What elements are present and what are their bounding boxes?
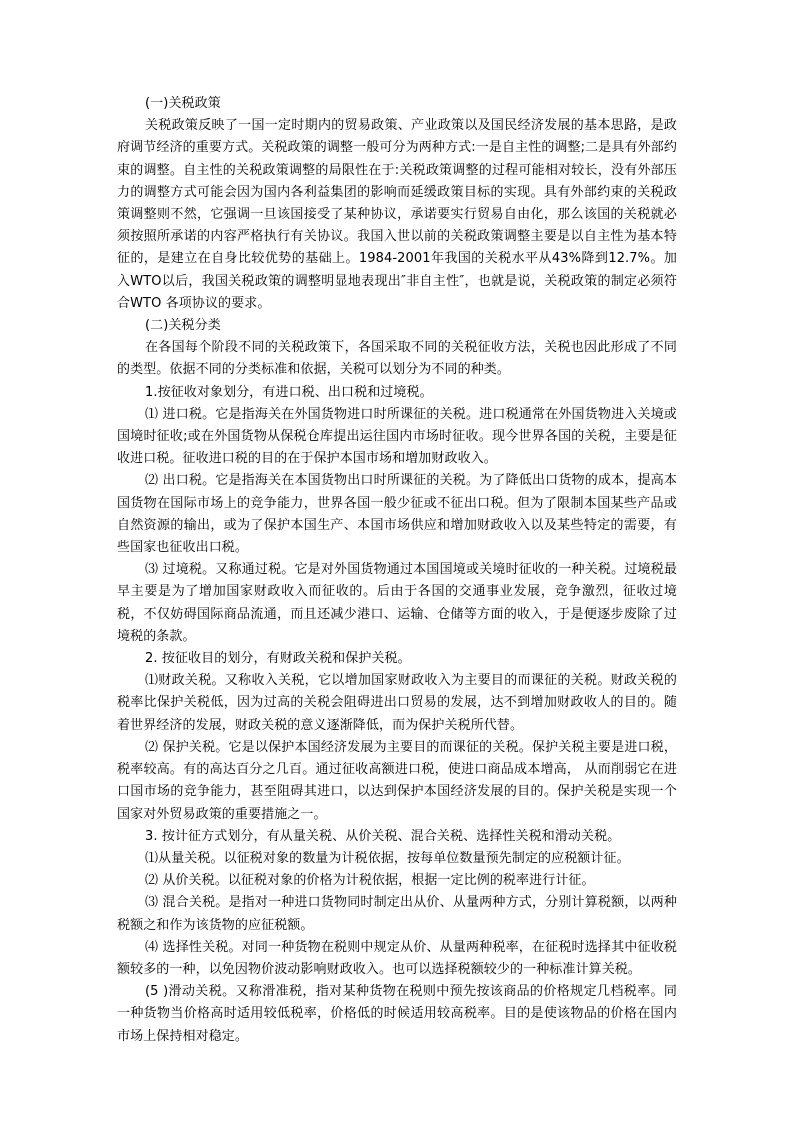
paragraph-revenue-tariff: ⑴财政关税。又称收入关税，它以增加国家财政收入为主要目的而课征的关税。财政关税的税率比保护关税低，因为过高的关税会阻碍进出口贸易的发展，达不到增加财政收人的目的。随着世界经济的发展，财政关税的意义逐渐降低，而为保护关税所代替。 xyxy=(117,673,677,733)
paragraph-transit-tax: ⑶ 过境税。又称通过税。它是对外国货物通过本国国境或关境时征收的一种关税。过境税最早主要是为了增加国家财政收入而征收的。后由于各国的交通事业发展，竞争激烈，征收过境税，不仅妨碍国际商品流通，而且还减少港口、运输、仓储等方面的收入，于是便逐步废除了过境税的条款。 xyxy=(117,562,677,644)
paragraph-ad-valorem-duty: ⑵ 从价关税。以征税对象的价格为计税依据，根据一定比例的税率进行计征。 xyxy=(145,873,595,889)
paragraph-tariff-policy: 关税政策反映了一国一定时期内的贸易政策、产业政策以及国民经济发展的基本思路，是政府调节经济的重要方式。关税政策的调整一般可分为两种方式:一是自主性的调整;二是具有外部约束的调整。自主性的关税政策调整的局限性在于:关税政策调整的过程可能相对较长，没有外部压力的调整方式可能会因为国内各利益集团的影响而延缓政策目标的实现。具有外部约束的关税政策调整则不然，它强调一旦该国接受了某种协议，承诺要实行贸易自由化，那么该国的关税就必须按照所承诺的内容严格执行有关协议。我国入世以前的关税政策调整主要是以自主性为基本特征的，是建立在自身比较优势的基础上。1984-2001年我国的关税水平从43%降到12.7%。加入WTO以后，我国关税政策的调整明显地表现出″非自主性″，也就是说，关税政策的制定必须符合WTO 各项协议的要求。 xyxy=(117,118,677,311)
paragraph-compound-duty: ⑶ 混合关税。是指对一种进口货物同时制定出从价、从量两种方式，分别计算税额，以两种税额之和作为该货物的应征税额。 xyxy=(117,895,677,933)
section-heading-tariff-classification: (二)关税分类 xyxy=(145,318,221,334)
paragraph-protective-tariff: ⑵ 保护关税。它是以保护本国经济发展为主要目的而课征的关税。保护关税主要是进口税，税率较高。有的高达百分之几百。通过征收高额进口税，使进口商品成本增高， 从而削弱它在进口国市场的竞争能力，甚至阻碍其进口，以达到保护本国经济发展的目的。保护关税是实现一个国家对外贸易政策的重要措施之一。 xyxy=(117,739,677,822)
list-heading-by-method: 3. 按计征方式划分，有从量关税、从价关税、混合关税、选择性关税和滑动关税。 xyxy=(145,828,621,844)
list-heading-by-object: 1.按征收对象划分，有进口税、出口税和过境税。 xyxy=(145,384,433,400)
list-heading-by-purpose: 2. 按征收目的划分，有财政关税和保护关税。 xyxy=(145,651,411,667)
paragraph-classification-intro: 在各国每个阶段不同的关税政策下，各国采取不同的关税征收方法，关税也因此形成了不同的类型。依据不同的分类标准和依据，关税可以划分为不同的种类。 xyxy=(117,340,677,378)
document-body xyxy=(117,93,677,1048)
paragraph-specific-duty: ⑴从量关税。以征税对象的数量为计税依据，按每单位数量预先制定的应税额计征。 xyxy=(145,850,630,866)
paragraph-export-tax: ⑵ 出口税。它是指海关在本国货物出口时所课征的关税。为了降低出口货物的成本，提高本国货物在国际市场上的竞争能力，世界各国一般少征或不征出口税。但为了限制本国某些产品或自然资源的输出，或为了保护本国生产、本国市场供应和增加财政收入以及某些特定的需要，有些国家也征收出口税。 xyxy=(117,473,677,556)
paragraph-sliding-duty: (5 )滑动关税。又称滑准税，指对某种货物在税则中预先按该商品的价格规定几档税率。同一种货物当价格高时适用较低税率，价格低的时候适用较高税率。目的是使该物品的价格在国内市场上保持相对稳定。 xyxy=(117,984,677,1044)
section-heading-tariff-policy: (一)关税政策 xyxy=(145,96,221,111)
paragraph-alternative-duty: ⑷ 选择性关税。对同一种货物在税则中规定从价、从量两种税率，在征税时选择其中征收税额较多的一种，以免因物价波动影响财政收入。也可以选择税额较少的一种标准计算关税。 xyxy=(117,939,677,977)
paragraph-import-tax: ⑴ 进口税。它是指海关在外国货物进口时所课征的关税。进口税通常在外国货物进入关境或国境时征收;或在外国货物从保税仓库提出运往国内市场时征收。现今世界各国的关税，主要是征收进口税。征收进口税的目的在于保护本国市场和增加财政收入。 xyxy=(117,406,677,467)
